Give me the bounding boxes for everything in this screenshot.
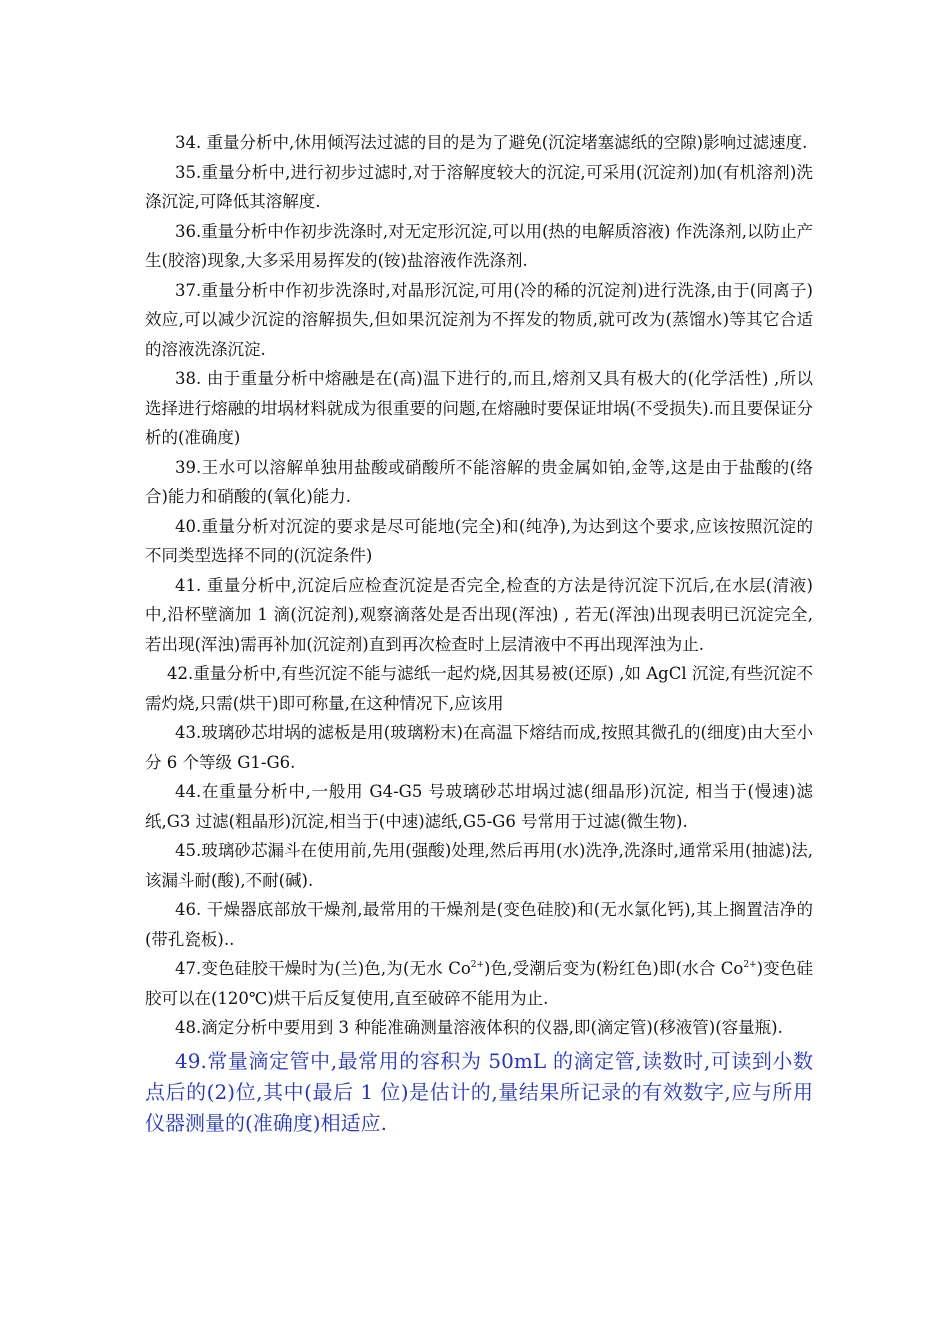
paragraph-q41: 41. 重量分析中,沉淀后应检查沉淀是否完全,检查的方法是待沉淀下沉后,在水层(清液)中,沿杯壁滴加 1 滴(沉淀剂),观察滴落处是否出现(浑浊) , 若无(浑浊)出现表明已沉淀完全,若出现(浑浊)需再补加(沉淀剂)直到再次检查时上层清液中不再出现浑浊为止. — [145, 575, 813, 654]
q47-text-part1: 47.变色硅胶干燥时为(兰)色,为(无水 Co — [175, 959, 471, 978]
q47-text-part3: )变色硅胶可以在(120℃)烘干后反复使用,直至破碎不能用为止. — [145, 959, 813, 1008]
paragraph-q38: 38. 由于重量分析中熔融是在(高)温下进行的,而且,熔剂又具有极大的(化学活性) ,所以选择进行熔融的坩埚材料就成为很重要的问题,在熔融时要保证坩埚(不受损失).而且要保证分析的(准确度) — [145, 369, 813, 447]
paragraph-q45: 45.玻璃砂芯漏斗在使用前,先用(强酸)处理,然后再用(水)洗净,洗涤时,通常采用(抽滤)法,该漏斗耐(酸),不耐(碱). — [145, 841, 813, 890]
paragraph-q47 — [145, 954, 813, 1013]
paragraph-q43: 43.玻璃砂芯坩埚的滤板是用(玻璃粉末)在高温下熔结而成,按照其微孔的(细度)由大至小分 6 个等级 G1-G6. — [145, 723, 813, 772]
q47-superscript-charge2: 2+ — [743, 960, 757, 970]
paragraph-q34: 34. 重量分析中,休用倾泻法过滤的目的是为了避免(沉淀堵塞滤纸的空隙)影响过滤速度. — [175, 133, 808, 152]
q47-superscript-charge1: 2+ — [470, 960, 485, 970]
paragraph-q49-highlighted: 49.常量滴定管中,最常用的容积为 50mL 的滴定管,读数时,可读到小数点后的(2)位,其中(最后 1 位)是估计的,量结果所记录的有效数字,应与所用仪器测量的(准确度)相适应. — [145, 1048, 813, 1135]
paragraph-q44: 44.在重量分析中,一般用 G4-G5 号玻璃砂芯坩埚过滤(细晶形)沉淀, 相当于(慢速)滤纸,G3 过滤(粗晶形)沉淀,相当于(中速)滤纸,G5-G6 号常用于过滤(微生物). — [145, 782, 813, 831]
paragraph-q37: 37.重量分析中作初步洗涤时,对晶形沉淀,可用(冷的稀的沉淀剂)进行洗涤,由于(同离子)效应,可以减少沉淀的溶解损失,但如果沉淀剂为不挥发的物质,就可改为(蒸馏水)等其它合适的溶液洗涤沉淀. — [145, 280, 813, 359]
paragraph-q48: 48.滴定分析中要用到 3 种能准确测量溶液体积的仪器,即(滴定管)(移液管)(容量瓶). — [175, 1018, 783, 1037]
paragraph-q36: 36.重量分析中作初步洗涤时,对无定形沉淀,可以用(热的电解质溶液) 作洗涤剂,以防止产生(胶溶)现象,大多采用易挥发的(铵)盐溶液作洗涤剂. — [145, 221, 813, 270]
paragraph-q40: 40.重量分析对沉淀的要求是尽可能地(完全)和(纯净),为达到这个要求,应该按照沉淀的不同类型选择不同的(沉淀条件) — [145, 516, 813, 565]
q47-text-part2: )色,受潮后变为(粉红色)即(水合 Co — [484, 959, 744, 978]
paragraph-q46: 46. 干燥器底部放干燥剂,最常用的干燥剂是(变色硅胶)和(无水氯化钙),其上搁置洁净的(带孔瓷板).. — [145, 900, 813, 949]
paragraph-q39: 39.王水可以溶解单独用盐酸或硝酸所不能溶解的贵金属如铂,金等,这是由于盐酸的(络合)能力和硝酸的(氧化)能力. — [145, 457, 813, 506]
document-body — [145, 128, 813, 1139]
paragraph-q42: 42.重量分析中,有些沉淀不能与滤纸一起灼烧,因其易被(还原) ,如 AgCl 沉淀,有些沉淀不需灼烧,只需(烘干)即可称量,在这种情况下,应该用 — [145, 664, 813, 713]
paragraph-q35: 35.重量分析中,进行初步过滤时,对于溶解度较大的沉淀,可采用(沉淀剂)加(有机溶剂)洗涤沉淀,可降低其溶解度. — [145, 162, 813, 211]
